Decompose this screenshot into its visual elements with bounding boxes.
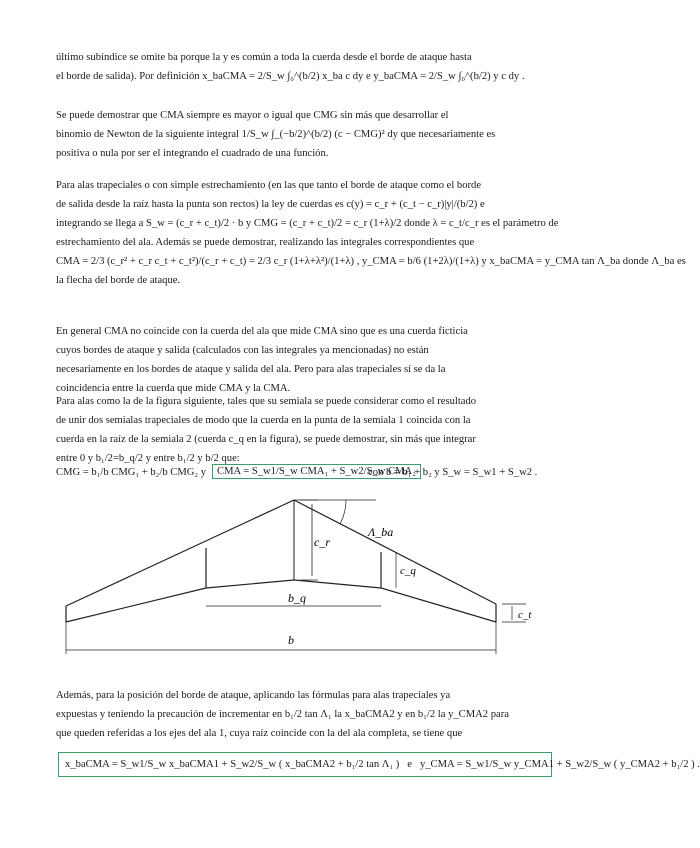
- trailing-edge-right-inner: [294, 580, 381, 588]
- text-line: entre 0 y b₁/2=b_q/2 y entre b₁/2 y b/2 que:: [56, 453, 240, 464]
- paragraph-definition: [56, 48, 552, 86]
- paragraph-general-cma: [56, 322, 552, 398]
- bq-label: b_q: [288, 591, 306, 605]
- text-line: Para alas como la de la figura siguiente, tales que su semiala se puede considerar como el resultado: [56, 396, 477, 407]
- text-line: de salida desde la raíz hasta la punta son rectos) la ley de cuerdas es c(y) = c_r + (c_t − c_r)|y|/(b/2) e: [56, 199, 485, 210]
- ct-label: c_t: [518, 609, 532, 621]
- text-line: binomio de Newton de la siguiente integral 1/S_w ∫_(−b/2)^(b/2) (c − CMG)² dy que necesariamente es: [56, 129, 496, 140]
- text-line: la flecha del borde de ataque.: [56, 275, 181, 286]
- lambda-label: Λ_ba: [368, 525, 394, 539]
- text-line: coincidencia entre la cuerda que mide CMA y la CMA.: [56, 383, 291, 394]
- text-line: que queden referidas a los ejes del ala 1, cuya raíz coincide con la del ala completa, se tiene que: [56, 728, 463, 739]
- wing-planform-figure: [56, 494, 552, 664]
- paragraph-cma-vs-cmg: [56, 106, 552, 163]
- equation-xba-cma: x_baCMA = S_w1/S_w x_baCMA1 + S_w2/S_w ( x_baCMA2 + b₁/2 tan Λ₁ ): [65, 759, 400, 770]
- text-line: expuestas y teniendo la precaución de incrementar en b₁/2 tan Λ₁ la x_baCMA2 y en b₁/2 la y_CMA2 para: [56, 709, 509, 720]
- text-line: positiva o nula por ser el integrando el cuadrado de una función.: [56, 148, 329, 159]
- text-line: En general CMA no coincide con la cuerda del ala que mide CMA sino que es una cuerda ficticia: [56, 326, 468, 337]
- paragraph-leading-edge-position: [56, 686, 552, 743]
- text-line: de unir dos semialas trapeciales de modo que la cuerda en la punta de la semiala 1 coincida con la: [56, 415, 471, 426]
- b-label: b: [288, 633, 294, 647]
- leading-edge-right: [294, 500, 496, 604]
- paragraph-trapezoidal-wings: [56, 176, 686, 290]
- text-line: el borde de salida). Por definición x_baCMA = 2/S_w ∫₀^(b/2) x_ba c dy e y_baCMA = 2/S_w ∫₀^(b/2) y c dy .: [56, 71, 525, 82]
- text-line: integrando se llega a S_w = (c_r + c_t)/2 · b y CMG = (c_r + c_t)/2 = c_r (1+λ)/2 donde λ = c_t/c_r es el parámetro de: [56, 218, 559, 229]
- trailing-edge-left-inner: [206, 580, 294, 588]
- equation-y-cma: y_CMA = S_w1/S_w y_CMA1 + S_w2/S_w ( y_CMA2 + b₁/2 ) .: [419, 759, 700, 770]
- equation-cmg: CMG = b₁/b CMG₁ + b₂/b CMG₂ y: [56, 467, 207, 478]
- equation-conjunction: e: [407, 759, 412, 770]
- equation-final-boxed: [58, 752, 700, 777]
- text-line: cuerda en la raíz de la semiala 2 (cuerda c_q en la figura), se puede demostrar, sin más que integrar: [56, 434, 476, 445]
- equation-cma-boxed: CMA = S_w1/S_w CMA₁ + S_w2/S_w CMA₂: [212, 464, 421, 479]
- equation-span-area: con b = b₁ + b₂ y S_w = S_w1 + S_w2 .: [368, 467, 538, 478]
- text-line: Para alas trapeciales o con simple estrechamiento (en las que tanto el borde de ataque como el borde: [56, 180, 482, 191]
- text-line: Se puede demostrar que CMA siempre es mayor o igual que CMG sin más que desarrollar el: [56, 110, 449, 121]
- text-line: necesariamente en los bordes de ataque y salida del ala. Pero para alas trapeciales sí se da la: [56, 364, 446, 375]
- trailing-edge-left-outer: [66, 588, 206, 622]
- text-line: Además, para la posición del borde de ataque, aplicando las fórmulas para alas trapeciales ya: [56, 690, 451, 701]
- trailing-edge-right-outer: [381, 588, 496, 622]
- text-line: cuyos bordes de ataque y salida (calculados con las integrales ya mencionadas) no están: [56, 345, 429, 356]
- text-line: CMA = 2/3 (c_r² + c_r c_t + c_t²)/(c_r + c_t) = 2/3 c_r (1+λ+λ²)/(1+λ) , y_CMA = b/6 (1+2λ)/(1+λ) y x_baCMA = y_CMA tan Λ_ba donde Λ_ba es: [56, 256, 686, 267]
- cq-label: c_q: [400, 565, 416, 577]
- text-line: último subíndice se omite ba porque la y es común a toda la cuerda desde el borde de ataque hasta: [56, 52, 472, 63]
- text-line: estrechamiento del ala. Además se puede demostrar, realizando las integrales correspondientes que: [56, 237, 475, 248]
- cr-label: c_r: [314, 535, 330, 549]
- sweep-angle-arc: [340, 500, 346, 524]
- paragraph-composite-wing: [56, 392, 552, 468]
- leading-edge-left: [66, 500, 294, 606]
